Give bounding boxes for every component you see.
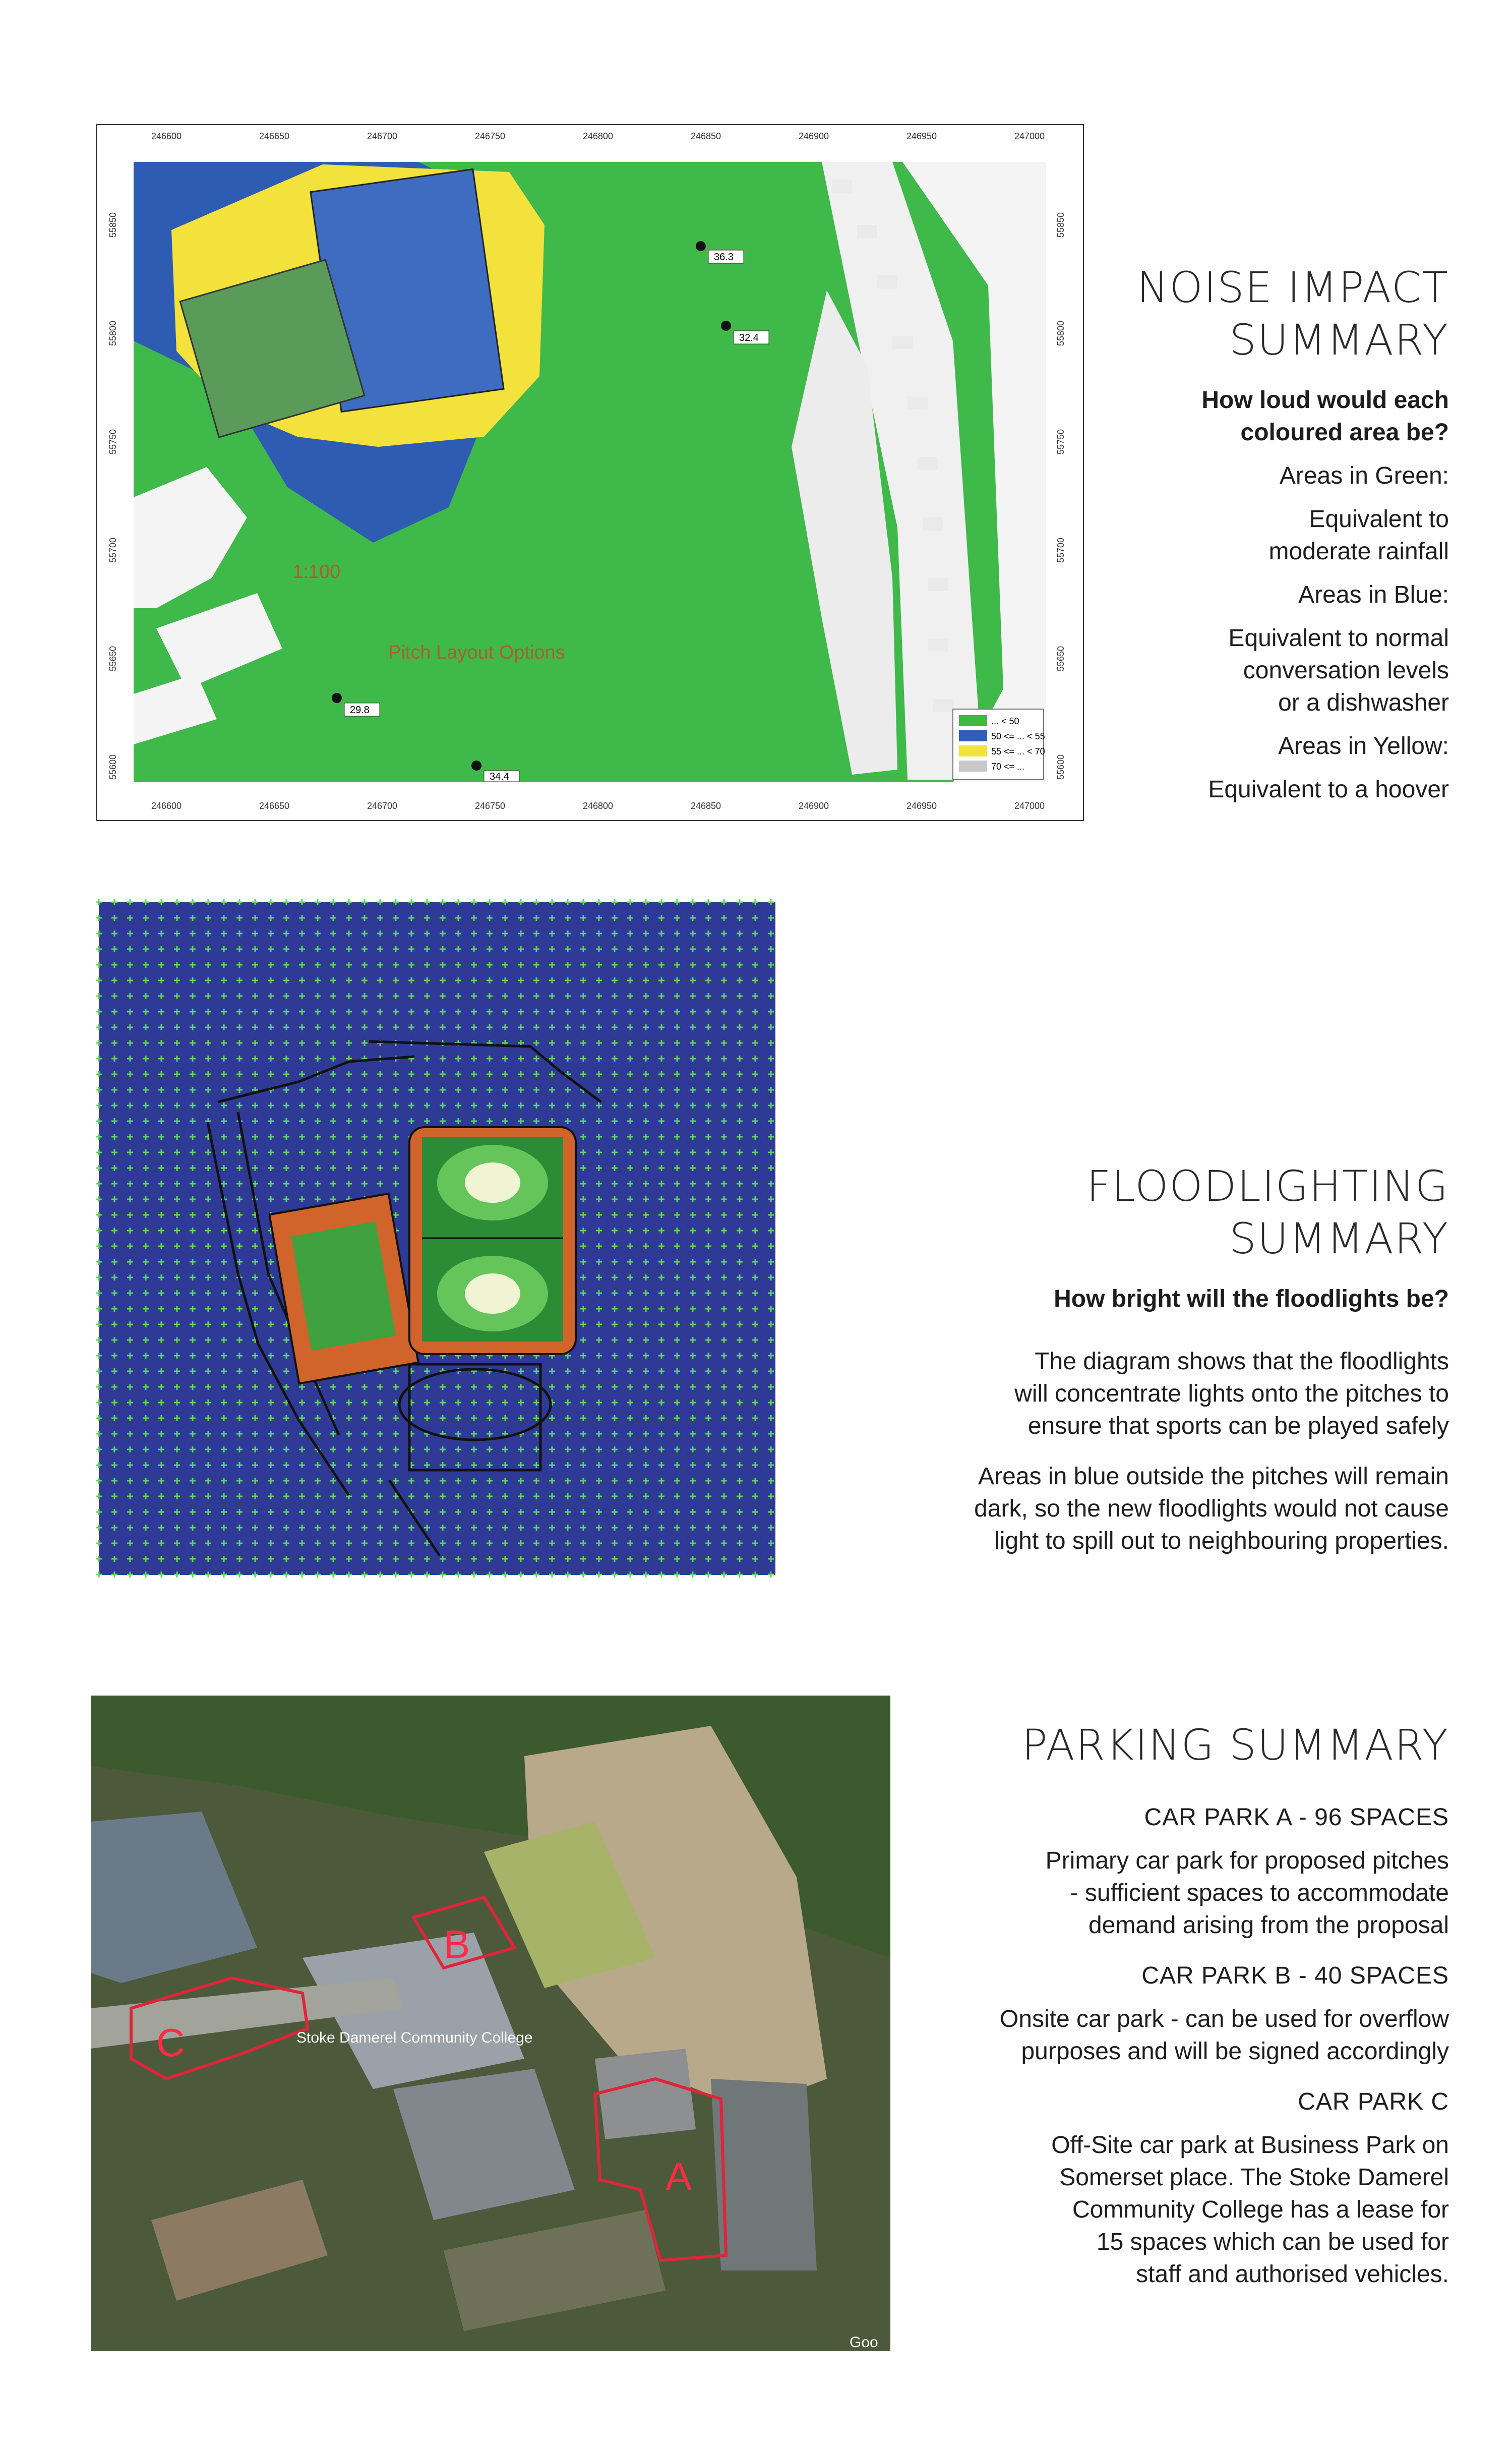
parking-heading: PARKING SUMMARY — [1021, 1720, 1449, 1770]
y-tick-label: 55750 — [1056, 429, 1066, 455]
x-tick-label: 246950 — [906, 801, 937, 811]
car-park-c-label: C — [156, 2020, 185, 2065]
legend-label: 70 <= ... — [991, 762, 1025, 772]
legend-label: 50 <= ... < 55 — [991, 731, 1045, 741]
y-tick-label: 55850 — [108, 212, 118, 238]
car-park-b-label: B — [444, 1922, 470, 1966]
svg-text:34.4: 34.4 — [490, 771, 509, 782]
x-tick-label: 246800 — [582, 801, 614, 811]
car-park-b-title: CAR PARK B - 40 SPACES — [1141, 1962, 1449, 1989]
y-tick-label: 55600 — [108, 754, 118, 780]
floodlighting-summary — [844, 1160, 1449, 1557]
y-tick-label: 55800 — [108, 320, 118, 346]
x-tick-label: 246650 — [259, 131, 290, 141]
svg-text:36.3: 36.3 — [714, 252, 734, 263]
y-tick-label: 55650 — [1056, 646, 1066, 672]
legend-swatch — [959, 761, 987, 772]
noise-item-yellow-label: Areas in Yellow: — [1278, 733, 1449, 760]
noise-heading: NOISE IMPACT SUMMARY — [1136, 263, 1449, 365]
x-tick-label: 246750 — [474, 801, 506, 811]
x-tick-label: 247000 — [1014, 801, 1045, 811]
svg-text:29.8: 29.8 — [350, 705, 370, 716]
car-park-b-desc: Onsite car park - can be used for overflow purposes and will be signed accordingly — [999, 2006, 1449, 2065]
noise-item-green-desc: Equivalent to moderate rainfall — [1268, 506, 1449, 565]
y-tick-label: 55800 — [1056, 320, 1066, 346]
noise-item-yellow-desc: Equivalent to a hoover — [1208, 776, 1449, 803]
car-park-a-desc: Primary car park for proposed pitches - sufficient spaces to accommodate demand arising from the proposal — [1045, 1847, 1449, 1939]
x-tick-label: 246850 — [690, 131, 721, 141]
y-tick-label: 55650 — [108, 646, 118, 672]
parking-summary — [844, 1719, 1449, 2291]
car-park-a-title: CAR PARK A - 96 SPACES — [1144, 1804, 1449, 1831]
x-tick-label: 246650 — [259, 801, 290, 811]
y-tick-label: 55750 — [108, 429, 118, 455]
svg-text:32.4: 32.4 — [739, 332, 759, 343]
y-tick-label: 55700 — [108, 537, 118, 563]
x-tick-label: 246800 — [582, 131, 614, 141]
floodlighting-heading: FLOODLIGHTING SUMMARY — [1086, 1161, 1449, 1263]
floodlighting-para-2: Areas in blue outside the pitches will remain dark, so the new floodlights would not cause light to spill out to neighbouring properties. — [974, 1463, 1449, 1554]
noise-item-blue-desc: Equivalent to normal conversation levels or a dishwasher — [1228, 625, 1449, 716]
noise-item-blue-label: Areas in Blue: — [1298, 581, 1449, 608]
x-tick-label: 246750 — [474, 131, 506, 141]
floodlighting-diagram — [87, 890, 788, 1587]
car-park-c-title: CAR PARK C — [1298, 2088, 1449, 2115]
legend-swatch — [959, 745, 987, 756]
legend-swatch — [959, 715, 987, 726]
legend-label: ... < 50 — [991, 716, 1019, 726]
floodlighting-question: How bright will the floodlights be? — [1054, 1286, 1449, 1312]
car-park-a-label: A — [666, 2154, 692, 2198]
x-tick-label: 246900 — [798, 801, 829, 811]
x-tick-label: 246700 — [367, 801, 398, 811]
parking-aerial-map — [91, 1696, 890, 2351]
map-watermark: Goo — [850, 2334, 878, 2351]
y-tick-label: 55850 — [1056, 212, 1066, 238]
map-scale-label: 1:100 — [292, 561, 341, 583]
y-tick-label: 55700 — [1056, 537, 1066, 563]
x-tick-label: 246850 — [690, 801, 721, 811]
noise-item-green-label: Areas in Green: — [1279, 462, 1449, 489]
college-label: Stoke Damerel Community College — [296, 2029, 533, 2046]
noise-question: How loud would each coloured area be? — [1201, 387, 1449, 446]
x-tick-label: 246700 — [367, 131, 398, 141]
legend-swatch — [959, 730, 987, 741]
x-tick-label: 246600 — [151, 131, 182, 141]
noise-impact-map — [96, 124, 1084, 821]
car-park-c-desc: Off-Site car park at Business Park on Somerset place. The Stoke Damerel Community College has a lease for 15 spaces which can be used for staff and authorised vehicles. — [1051, 2132, 1449, 2288]
x-tick-label: 246600 — [151, 801, 182, 811]
x-tick-label: 246900 — [798, 131, 829, 141]
map-annotation: Pitch Layout Options — [388, 642, 565, 663]
x-tick-label: 247000 — [1014, 131, 1045, 141]
noise-summary — [995, 261, 1449, 806]
x-tick-label: 246950 — [906, 131, 937, 141]
floodlighting-para-1: The diagram shows that the floodlights will concentrate lights onto the pitches to ensure that sports can be played safely — [1014, 1348, 1449, 1439]
legend-label: 55 <= ... < 70 — [991, 746, 1045, 756]
y-tick-label: 55600 — [1056, 754, 1066, 780]
